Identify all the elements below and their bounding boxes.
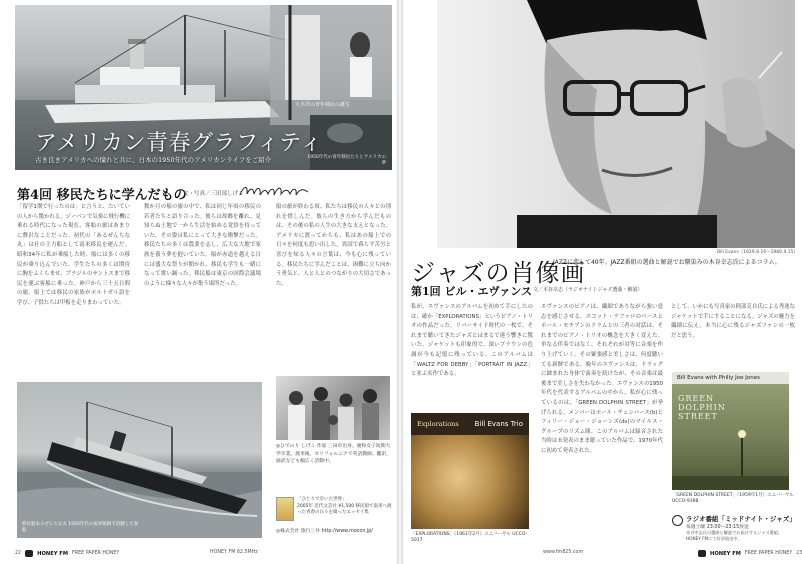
feature-subtitle: 古き良きアメリカへの憧れと共に、日本の1950年代のアメリカンライフをご紹介	[35, 156, 272, 164]
column-title: ジャズの肖像画	[411, 259, 586, 287]
album2-label: Bill Evans with Philly Joe Jones	[672, 372, 789, 384]
honey-logo-icon	[25, 550, 33, 557]
left-footer-frequency: HONEY FM 82.5MHz	[210, 550, 258, 555]
book-detail: 2005年 近代文芸社 ¥1,500 移民船で南米へ渡った青春の日々を綴ったエッセイ集	[297, 503, 392, 515]
left-footer-brand: HONEY FM	[37, 550, 69, 557]
episode-heading: 第4回 移民たちに学んだもの	[17, 188, 187, 203]
column-intro: JAZZに恋して40年。JAZZ番組の選曲と解説でお馴染みの木谷幸志氏によるコラム。	[553, 259, 781, 266]
portrait-caption: Bill Evans（1929.8.16〜1980.9.15）	[716, 250, 798, 255]
honey-logo-icon-right	[698, 550, 706, 557]
radio-icon	[672, 515, 683, 526]
green-dolphin-street-album-cover	[672, 372, 789, 490]
hero-photo-caption: 1950年代の青年移民たちとアメリカの夢	[307, 155, 386, 166]
right-footer-url	[543, 550, 583, 555]
radio-program-title: ラジオ番組「ミッドナイト・ジャズ」	[686, 515, 796, 523]
book-cover-image	[276, 497, 294, 521]
album-title-band	[411, 413, 529, 435]
left-footer-free: FREE PAPER HONEY	[72, 551, 120, 556]
album2-title-line-3: STREET	[678, 412, 718, 421]
family-group-photo	[276, 376, 390, 440]
left-article-column-2: 数か月の船の旅の中で、私は同じ年頃の移民の若者たちと語り合った。彼らは故郷を離れ、見知らぬ土地で一から生活を始める覚悟を持っていた。その姿は私にとって大きな衝撃だった。移民たちの多くは農業を志し、広大な大地で家族を養う夢を抱いていた。船が赤道を越える日には盛大な祭りが開かれ、移民も学生も一緒になって歌い踊った。移民船は東京の国際会議場のように様々な人々が集う場所だった。	[144, 204, 261, 287]
right-article-column-2: エヴァンスのピアノは、繊細でありながら強い意志を感じさせる。スコット・ラファロのベースとポール・モチアンのドラムとの三者の対話は、それまでのピアノ・トリオの概念を大きく変えた。単なる伴奏ではなく、それぞれが対等に音楽を作り上げていく。その緊張感と美しさは、何度聴いても新鮮である。晩年のエヴァンスは、ドラッグに蝕まれた身体で演奏を続けたが、その音楽は最後まで美しさを失わなかった。エヴァンスの1950年代を代表するアルバムの中から、私が心に残っているのは、「GREEN DOLPHIN STREET」が挙げられる。メンバーはポール・チェンバース(b)とフィリー・ジョー・ジョーンズ(ds)のマイルス・グループのリズム隊。このアルバムは録音された当時は未発表のまま眠っていた作品で、1970年代に初めて発表された。	[541, 304, 663, 454]
author-credit: 文・写真／三田部しげこ	[183, 191, 244, 197]
green-dolphin-caption: 「GREEN DOLPHIN STREET」（1959年1月）ユニバーサル UCCO-9398	[672, 493, 794, 504]
album-artist: Bill Evans Trio	[474, 420, 523, 428]
bill-evans-portrait	[437, 0, 795, 248]
column-episode-heading: 第1回 ビル・エヴァンス	[411, 285, 533, 298]
right-article-column-1: 私が、エヴァンスのアルバムを初めて手にしたのは、確か「EXPLORATIONS」というピアノ・トリオの作品だった。リバーサイド時代の一枚で、それまで聴いてきたジャズとはまるで違う響きに驚いた。ジャケットも印象的で、深いブラウンの色調が今も記憶に残っている。このアルバムは「WALTZ FOR DEBBY」「PORTRAIT IN JAZZ」と並ぶ名作である。	[411, 304, 533, 378]
radio-program-description: 木谷幸志氏の選曲と解説でお届けするジャズ番組。HONEY FMにて好評放送中。	[686, 530, 783, 541]
radio-program-time: 毎週土曜 23:00〜23:15放送	[686, 525, 749, 530]
left-article-column-3: 船の旅が終わる頃、私たちは移民の人々との別れを惜しんだ。彼らの生き方から学んだものは、その後の私の人生の大きな支えとなった。アメリカに渡ってからも、私はあの船上での日々を何度も思い出した。異国で暮らす苦労と喜びを知る人々の言葉は、今も心に残っている。移民たちに学んだことは、困難に立ち向かう勇気と、人と人とのつながりの大切さであった。	[276, 204, 391, 287]
album2-title-line-2: DOLPHIN	[678, 403, 726, 412]
column-credit: 文／木谷幸志（ラジオナイトジャズ選曲・解説）	[533, 287, 643, 293]
ocean-liner-photo	[17, 382, 262, 538]
book-info	[297, 497, 392, 517]
explorations-caption: 「EXPLORATIONS」（1961年2月）ユニバーサル UCCO-5017	[411, 532, 528, 543]
street-lamp-scene	[672, 432, 789, 490]
album-title: Explorations	[417, 420, 459, 428]
right-footer-brand: HONEY FM	[710, 550, 741, 557]
left-article-column-1: 「留学1期で行ったのは」と言うと、たいていの人から驚かれる。ジーパンで気楽に飛行機に乗れる時代になった現在、客船の旅はあまりに贅沢なことだった。初代の「あるぜんちな丸」は社の主力船として南米移民を運んだ。昭和34年に私が乗船した時、船には多くの移民が乗り込んでいた。学生たちの多くは期待に胸をふくらませ、ブラジルのサントスまで移民を運ぶ客船に乗った。神戸から三十五日間の旅。船上では移民の家族がポルトガル語を学び、子供たちは甲板を走りまわっていた。	[17, 204, 130, 306]
feature-title: アメリカン青春グラフィティ	[35, 131, 323, 156]
right-footer-free: FREE PAPER HONEY	[744, 551, 793, 556]
right-page	[403, 0, 800, 564]
radio-program-info	[672, 514, 796, 544]
sponsor-credit: ◎株式会社 旅行三井 http://www.mocon.jp/	[276, 529, 373, 534]
album2-title-line-1: GREEN	[678, 394, 715, 403]
left-page-number: 22	[15, 551, 22, 556]
left-page	[0, 0, 397, 564]
explorations-album-cover	[411, 413, 529, 529]
album-artwork	[411, 435, 529, 529]
author-profile: ◎ひでのり しげこ 作家 三田市出身。慶和女子短期大学卒業。渡米後、カリフォルニアで英語教師。翻訳、通訳なども幅広く活動中。	[276, 444, 392, 464]
hero-photo-ship	[15, 5, 392, 170]
right-article-column-3: として、いかにも写真家の阿部克自氏による秀逸なジャケットで手にすることになる。ジャズの魅力を繊細に伝え、本当に心に残るジャズファンの一枚だと思う。	[671, 304, 795, 339]
hero-small-caption: 大平洋の青年移民の誕生	[294, 102, 350, 108]
right-footer	[698, 550, 802, 557]
left-footer	[15, 550, 119, 557]
album2-title	[678, 394, 726, 421]
left-footer-station	[210, 550, 258, 555]
author-signature	[238, 183, 310, 199]
book-title: 「ひとりで歩いた世界」	[297, 497, 347, 502]
right-page-number: 23	[796, 551, 802, 556]
footer-url: www.fm825.com	[543, 550, 584, 555]
ocean-liner-caption: 移民船あるぜんちな丸 1950年代の南米航路で活躍した客船	[22, 522, 139, 533]
